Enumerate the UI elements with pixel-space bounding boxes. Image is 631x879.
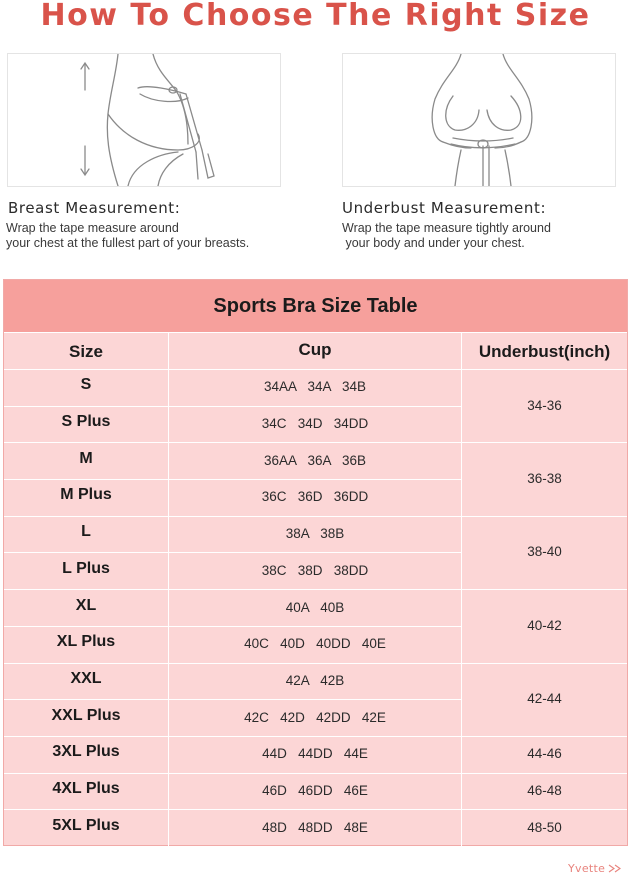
underbust-measurement-illustration — [342, 53, 616, 187]
header-underbust: Underbust(inch) — [478, 342, 611, 361]
brand-arrow-icon — [608, 864, 624, 873]
cup-cell: 40C 40D 40DD 40E — [244, 636, 386, 652]
cup-cell: 36C 36D 36DD — [261, 489, 369, 505]
size-cell: 3XL Plus — [52, 743, 120, 761]
size-cell: L Plus — [62, 559, 110, 577]
size-cell: S Plus — [61, 413, 111, 431]
row-divider — [4, 589, 627, 590]
cup-cell: 48D 48DD 48E — [262, 819, 368, 835]
breast-measurement-illustration — [7, 53, 281, 187]
row-divider — [4, 663, 627, 664]
table-title: Sports Bra Size Table — [4, 280, 627, 332]
size-cell: L — [81, 523, 91, 541]
row-divider — [4, 406, 461, 407]
size-cell: S — [80, 376, 92, 394]
underbust-measurement-heading: Underbust Measurement: — [342, 199, 547, 217]
header-divider — [4, 369, 627, 370]
cup-cell: 42A 42B — [285, 672, 345, 688]
breast-measurement-text: Wrap the tape measure around your chest at the fullest part of your breasts. — [6, 221, 250, 250]
underbust-cell: 46-48 — [527, 782, 562, 798]
size-cell: XXL Plus — [51, 706, 121, 724]
header-size: Size — [68, 342, 104, 361]
size-cell: M — [79, 449, 93, 467]
cup-cell: 36AA 36A 36B — [263, 452, 367, 468]
size-table — [3, 279, 628, 846]
size-cell: XL — [75, 596, 97, 614]
cup-cell: 40A 40B — [285, 599, 345, 615]
row-divider — [4, 736, 627, 737]
underbust-cell: 40-42 — [527, 617, 562, 633]
underbust-cell: 42-44 — [527, 691, 562, 707]
breast-measurement-heading: Breast Measurement: — [8, 199, 181, 217]
row-divider — [4, 479, 461, 480]
page-title: How To Choose The Right Size — [40, 0, 591, 33]
cup-cell: 46D 46DD 46E — [262, 782, 368, 798]
cup-cell: 42C 42D 42DD 42E — [244, 709, 386, 725]
row-divider — [4, 552, 461, 553]
header-cup: Cup — [298, 340, 332, 359]
size-cell: XL Plus — [56, 633, 116, 651]
underbust-cell: 38-40 — [527, 544, 562, 560]
underbust-cell: 36-38 — [527, 471, 562, 487]
brand-logo: Yvette — [568, 862, 606, 875]
breast-figure-icon — [8, 54, 280, 186]
underbust-cell: 44-46 — [527, 746, 562, 762]
cup-cell: 38A 38B — [285, 526, 345, 542]
row-divider — [4, 626, 461, 627]
size-cell: XXL — [70, 669, 102, 687]
size-cell: 4XL Plus — [52, 779, 120, 797]
header-divider — [4, 332, 627, 333]
cup-cell: 34C 34D 34DD — [261, 416, 369, 432]
row-divider — [4, 516, 627, 517]
row-divider — [4, 773, 627, 774]
underbust-figure-icon — [343, 54, 615, 186]
size-cell: M Plus — [60, 486, 112, 504]
size-cell: 5XL Plus — [52, 816, 120, 834]
cup-cell: 34AA 34A 34B — [263, 379, 367, 395]
cup-cell: 38C 38D 38DD — [261, 562, 369, 578]
underbust-cell: 48-50 — [527, 819, 562, 835]
row-divider — [4, 442, 627, 443]
cup-cell: 44D 44DD 44E — [262, 746, 368, 762]
underbust-cell: 34-36 — [527, 397, 562, 413]
row-divider — [4, 809, 627, 810]
underbust-measurement-text: Wrap the tape measure tightly around your body and under your chest. — [342, 221, 551, 250]
row-divider — [4, 699, 461, 700]
